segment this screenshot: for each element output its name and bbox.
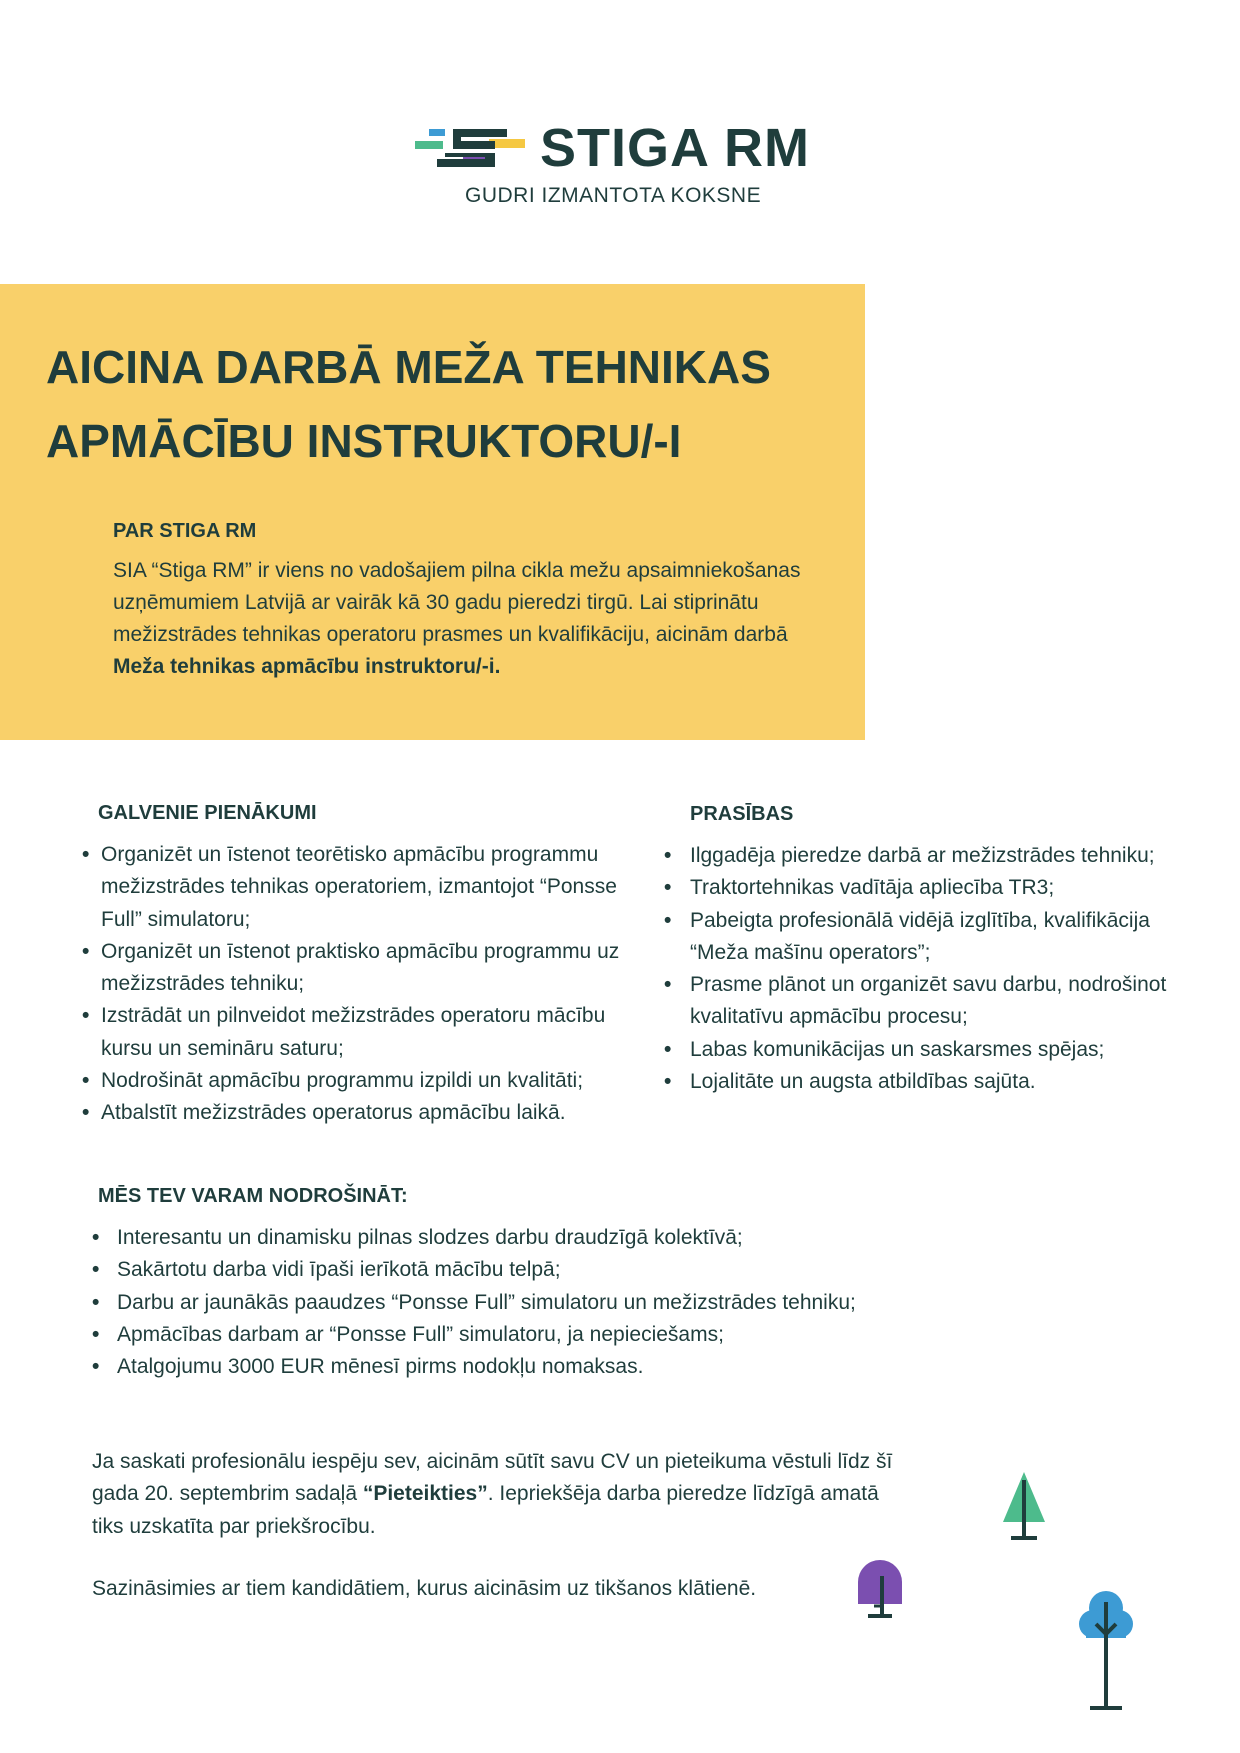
requirements-list (690, 840, 1210, 1098)
duties-list (98, 839, 643, 1130)
apply-text-after: . Iepriekšēja darba pieredze līdzīgā amatā tiks uzskatīta par priekšrocību. (92, 1482, 879, 1538)
list-item: • Sakārtotu darba vidi īpaši ierīkotā mācību telpā; (98, 1254, 998, 1286)
list-item: • Interesantu un dinamisku pilnas slodzes darbu draudzīgā kolektīvā; (98, 1222, 998, 1254)
about-section (113, 520, 833, 683)
list-item: • Nodrošināt apmācību programmu izpildi un kvalitāti; (98, 1065, 643, 1097)
list-item: • Atbalstīt mežizstrādes operatorus apmācību laikā. (98, 1097, 643, 1129)
list-item: • Darbu ar jaunākās paaudzes “Ponsse Full” simulatoru un mežizstrādes tehniku; (98, 1287, 998, 1319)
list-item: • Izstrādāt un pilnveidot mežizstrādes operatoru mācību kursu un semināru saturu; (98, 1000, 643, 1065)
offer-list (98, 1222, 998, 1383)
list-item: • Lojalitāte un augsta atbildības sajūta. (690, 1066, 1210, 1098)
list-item: • Apmācības darbam ar “Ponsse Full” simulatoru, ja nepieciešams; (98, 1319, 998, 1351)
duties-heading: GALVENIE PIENĀKUMI (98, 802, 317, 824)
list-item: • Organizēt un īstenot praktisko apmācību programmu uz mežizstrādes tehniku; (98, 936, 643, 1001)
page-title-line-2: APMĀCĪBU INSTRUKTORU/-I (46, 415, 682, 467)
list-item: • Labas komunikācijas un saskarsmes spējas; (690, 1034, 1210, 1066)
company-logo (415, 118, 835, 218)
list-item: • Pabeigta profesionālā vidējā izglītība, kvalifikācija “Meža mašīnu operators”; (690, 905, 1210, 970)
purple-tree-icon (856, 1560, 904, 1622)
duties-section (98, 802, 643, 1130)
about-text (113, 555, 833, 683)
about-text-body: SIA “Stiga RM” ir viens no vadošajiem pilna cikla mežu apsaimniekošanas uzņēmumiem Latvijā ar vairāk kā 30 gadu pieredzi tirgū. Lai stiprinātu mežizstrādes tehnikas operatoru prasmes un kvalifikāciju, aicinām darbā (113, 559, 801, 646)
closing-section (92, 1446, 912, 1605)
requirements-section (690, 803, 1210, 1098)
blue-tree-icon (1078, 1588, 1134, 1714)
apply-link-text: “Pieteikties” (362, 1482, 488, 1506)
about-text-position: Meža tehnikas apmācību instruktoru/-i. (113, 655, 501, 678)
list-item: • Atalgojumu 3000 EUR mēnesī pirms nodokļu nomaksas. (98, 1351, 998, 1383)
list-item: • Prasme plānot un organizēt savu darbu, nodrošinot kvalitatīvu apmācību procesu; (690, 969, 1210, 1034)
requirements-heading: PRASĪBAS (690, 803, 794, 825)
apply-text-before: Ja saskati profesionālu iespēju sev, aicinām sūtīt savu CV un pieteikuma vēstuli līdz šī gada 20. septembrim sadaļā (92, 1450, 893, 1506)
logo-tagline: GUDRI IZMANTOTA KOKSNE (465, 184, 762, 207)
apply-paragraph (92, 1446, 912, 1543)
offer-section (98, 1185, 998, 1383)
contact-paragraph: Sazināsimies ar tiem kandidātiem, kurus aicināsim uz tikšanos klātienē. (92, 1576, 757, 1600)
list-item: • Traktortehnikas vadītāja apliecība TR3; (690, 872, 1210, 904)
page-title-line-1: AICINA DARBĀ MEŽA TEHNIKAS (46, 341, 771, 393)
list-item: • Organizēt un īstenot teorētisko apmācību programmu mežizstrādes tehnikas operatoriem, izmantojot “Ponsse Full” simulatoru; (98, 839, 643, 936)
logo-name: STIGA RM (540, 118, 810, 178)
list-item: • Ilggadēja pieredze darbā ar mežizstrādes tehniku; (690, 840, 1210, 872)
about-heading: PAR STIGA RM (113, 520, 257, 542)
offer-heading: MĒS TEV VARAM NODROŠINĀT: (98, 1185, 408, 1207)
stiga-logo-mark-icon (415, 125, 525, 171)
page-title (46, 330, 771, 478)
green-tree-icon (1001, 1470, 1047, 1542)
